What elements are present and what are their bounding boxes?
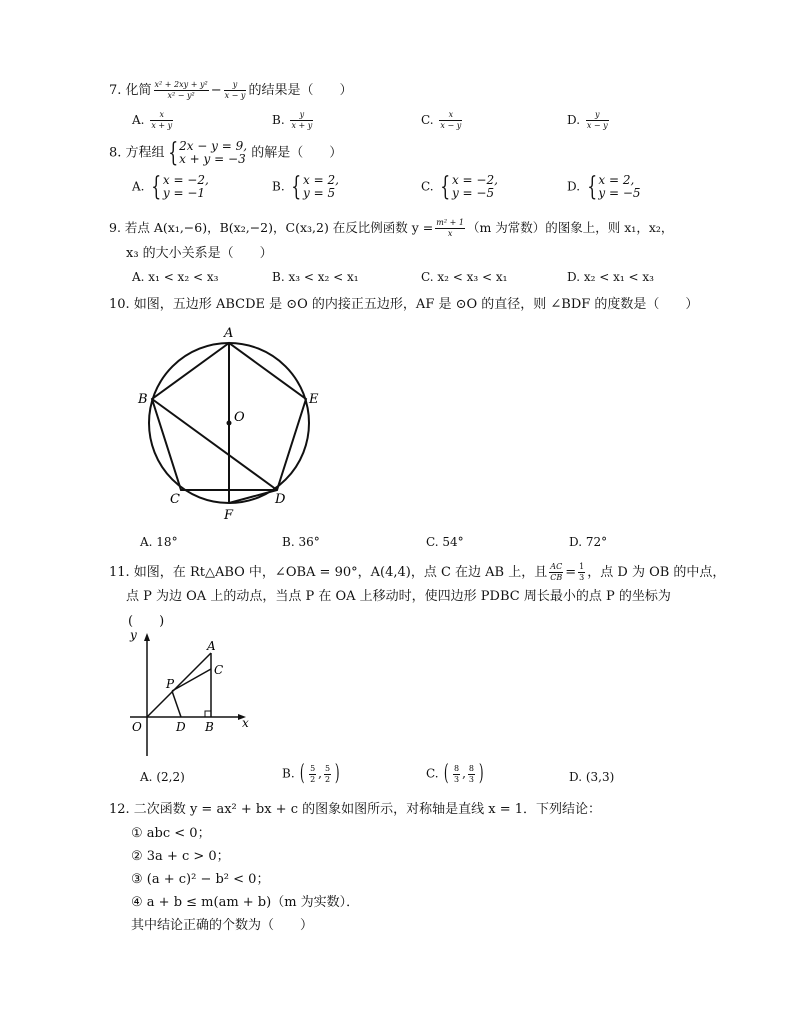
- q12-item-3: ③ (a + c)² − b² < 0；: [131, 872, 270, 887]
- q11-fraction-ac-cb: $\frac{AC}{CB}$: [550, 562, 563, 582]
- label-b: B: [138, 392, 148, 407]
- y-axis-arrow: [144, 633, 150, 641]
- q7-stem: [109, 80, 352, 101]
- label-a: A: [207, 639, 216, 653]
- q7-minus: −: [210, 83, 222, 98]
- q8-suffix: 的解是（ ）: [251, 145, 343, 161]
- label-d: D: [275, 492, 286, 507]
- q7-prefix: 7. 化简: [109, 83, 152, 98]
- label-a: A: [224, 326, 234, 341]
- q11-line-2: 点 P 为边 OA 上的动点，当点 P 在 OA 上移动时，使四边形 PDBC 周长最小的点 P 的坐标为: [126, 589, 671, 604]
- q7-fraction: $\frac{\text{x² + 2xy + y²}}{\text{x² − y²}}$: [154, 80, 208, 100]
- q9-option-d[interactable]: D. x₂ < x₁ < x₃: [567, 270, 654, 284]
- q9-fraction: $\frac{\text{m² + 1}}{x}$: [436, 218, 464, 238]
- q11-option-a[interactable]: A. (2,2): [140, 770, 185, 784]
- segment-oa: [147, 653, 211, 717]
- q12-item-1: ① abc < 0；: [131, 826, 211, 841]
- q11-option-b[interactable]: B. ( $\frac{5}{2}$ , $\frac{5}{2}$ ): [282, 761, 340, 786]
- q8-system: 2x − y = 9, x + y = −3: [179, 139, 248, 166]
- q10-option-d[interactable]: D. 72°: [569, 535, 608, 549]
- label-b: B: [205, 720, 214, 734]
- q9-option-b[interactable]: B. x₃ < x₂ < x₁: [272, 270, 359, 284]
- q12-stem: 12. 二次函数 y = ax² + bx + c 的图象如图所示，对称轴是直线 x = 1．下列结论：: [109, 802, 602, 817]
- label-e: E: [309, 392, 319, 407]
- q7-option-b[interactable]: B. $\frac{y}{x + y}$: [272, 110, 313, 130]
- q7-fraction-2: $\frac{y}{x - y}$: [224, 80, 246, 100]
- q11-option-d[interactable]: D. (3,3): [569, 770, 615, 784]
- label-c: C: [170, 492, 180, 507]
- q8-option-c[interactable]: C. { x = −2, y = −5: [421, 172, 498, 202]
- segment-bd: [152, 399, 277, 490]
- q10-option-a[interactable]: A. 18°: [140, 535, 178, 549]
- label-y: y: [130, 628, 137, 642]
- q11-option-c[interactable]: C. ( $\frac{8}{3}$ , $\frac{8}{3}$ ): [426, 761, 484, 786]
- q8-prefix: 8. 方程组: [109, 145, 165, 161]
- q7-option-a[interactable]: A. $\frac{x}{x + y}$: [132, 110, 173, 130]
- q8-stem: [109, 140, 342, 166]
- label-x: x: [242, 716, 249, 730]
- center-point: [227, 421, 232, 426]
- q12-item-2: ② 3a + c > 0；: [131, 849, 230, 864]
- q7-option-c[interactable]: C. $\frac{x}{x - y}$: [421, 110, 462, 130]
- q12-item-4: ④ a + b ≤ m(am + b)（m 为实数）．: [131, 895, 360, 910]
- q8-option-a[interactable]: A. { x = −2, y = −1: [132, 172, 209, 202]
- q7-option-d[interactable]: D. $\frac{y}{x - y}$: [567, 110, 608, 130]
- q8-option-d[interactable]: D. { x = 2, y = −5: [567, 172, 641, 202]
- q9-option-c[interactable]: C. x₂ < x₃ < x₁: [421, 270, 508, 284]
- q10-option-b[interactable]: B. 36°: [282, 535, 320, 549]
- q11-line-1: 11. 如图，在 Rt△ABO 中，∠OBA = 90°，A(4,4)，点 C 在边 AB 上，且 $\frac{AC}{CB}$ = $\frac{1}{3}$ ，点 D 为 OB 的中点，: [109, 562, 726, 582]
- q7-suffix: 的结果是（ ）: [248, 83, 353, 98]
- q11-fraction-one-third: $\frac{1}{3}$: [579, 562, 585, 582]
- q9-line-1: 9. 若点 A(x₁,−6)，B(x₂,−2)，C(x₃,2) 在反比例函数 y = $\frac{\text{m² + 1}}{x}$ （m 为常数）的图象上，则 x₁，x₂，: [109, 218, 674, 238]
- label-d: D: [176, 720, 186, 734]
- q12-closing: 其中结论正确的个数为（ ）: [131, 918, 314, 933]
- label-p: P: [166, 677, 175, 691]
- q10-stem: 10. 如图，五边形 ABCDE 是 ⊙O 的内接正五边形，AF 是 ⊙O 的直径，则 ∠BDF 的度数是（ ）: [109, 297, 699, 312]
- q11-figure: [125, 628, 255, 763]
- q9-option-a[interactable]: A. x₁ < x₂ < x₃: [132, 270, 219, 284]
- q10-option-c[interactable]: C. 54°: [426, 535, 464, 549]
- label-o: O: [132, 720, 142, 734]
- q11-line-3: ( ): [128, 614, 165, 629]
- q10-figure: [130, 322, 330, 522]
- segment-df: [229, 490, 277, 503]
- segment-pd: [172, 691, 181, 717]
- label-c: C: [214, 663, 224, 677]
- label-f: F: [224, 508, 234, 522]
- right-angle-mark: [205, 711, 211, 717]
- q8-option-b[interactable]: B. { x = 2, y = 5: [272, 172, 339, 202]
- q8-brace: {: [167, 138, 178, 168]
- q9-line-2: x₃ 的大小关系是（ ）: [126, 246, 273, 261]
- label-o: O: [234, 410, 245, 425]
